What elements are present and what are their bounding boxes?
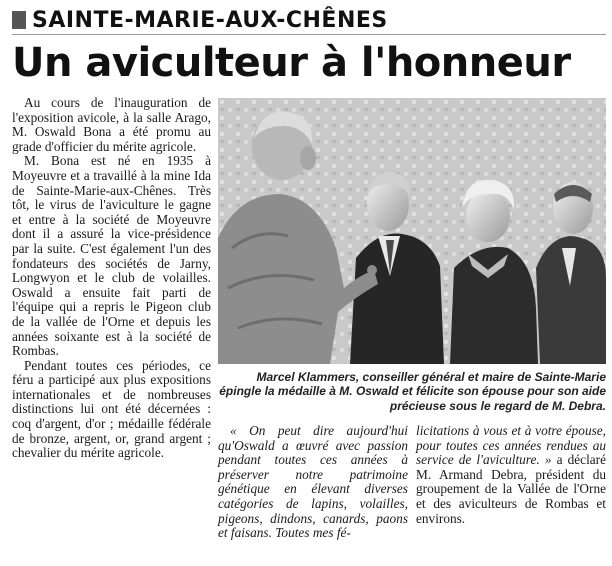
body-paragraph: M. Bona est né en 1935 à Moyeuvre et a travaillé à la mine Ida de Sainte-Marie-aux-Chênes. Très tôt, le virus de l'aviculture le gagne et entre à la société de Moyeuvre dont il a assuré la vice-présidence par la suite. C'est également l'un des fondateurs des sociétés de Jarny, Longwyon et le club de volailles. Oswald a ensuite fait parti de l'équipe qui a repris le Pigeon club de la vallée de l'Orne et depuis les années soixante est à la société de Rombas.	[12, 153, 211, 359]
rubric-divider	[12, 34, 606, 35]
quote-column	[218, 424, 408, 541]
attribution-text: a déclaré M. Armand Debra, président du groupement de la Vallée de l'Orne et des aviculteurs de Rombas et environs.	[416, 452, 606, 526]
article-photo	[218, 98, 606, 364]
body-paragraph: Au cours de l'inauguration de l'exposition avicole, à la salle Arago, M. Oswald Bona a été promu au grade d'officier du mérite agricole.	[12, 95, 211, 154]
article-body-left-column	[12, 96, 211, 461]
section-rubric	[12, 6, 388, 34]
body-paragraph: Pendant toutes ces périodes, ce féru a participé aux plus expositions internationales et de nombreuses distinctions lui ont été décernées : coq d'argent, d'or ; médaille fédérale de bronze, argent, or, grand argent ; chevalier du mérite agricole.	[12, 357, 211, 461]
article-headline: Un aviculteur à l'honneur	[12, 40, 571, 86]
photo-medal-ceremony	[218, 98, 606, 364]
photo-caption: Marcel Klammers, conseiller général et maire de Sainte-Marie épingle la médaille à M. Oswald et félicite son épouse pour son aide précieuse sous le regard de M. Debra.	[219, 370, 606, 413]
quote-continuation: licitations à vous et à votre épouse, pour toutes ces années rendues au service de l'aviculture. »	[416, 423, 606, 468]
article-body-right-column	[416, 424, 606, 526]
rubric-title: SAINTE-MARIE-AUX-CHÊNES	[32, 7, 388, 33]
rubric-square-marker	[12, 11, 26, 29]
body-paragraph-end	[416, 424, 606, 526]
quote-paragraph: « On peut dire aujourd'hui qu'Oswald a œuvré avec passion pendant toutes ces années à préserver notre patrimoine génétique en élevant diverses catégories de lapins, volailles, pigeons, dindons, canards, paons et faisans. Toutes mes fé-	[218, 423, 408, 541]
